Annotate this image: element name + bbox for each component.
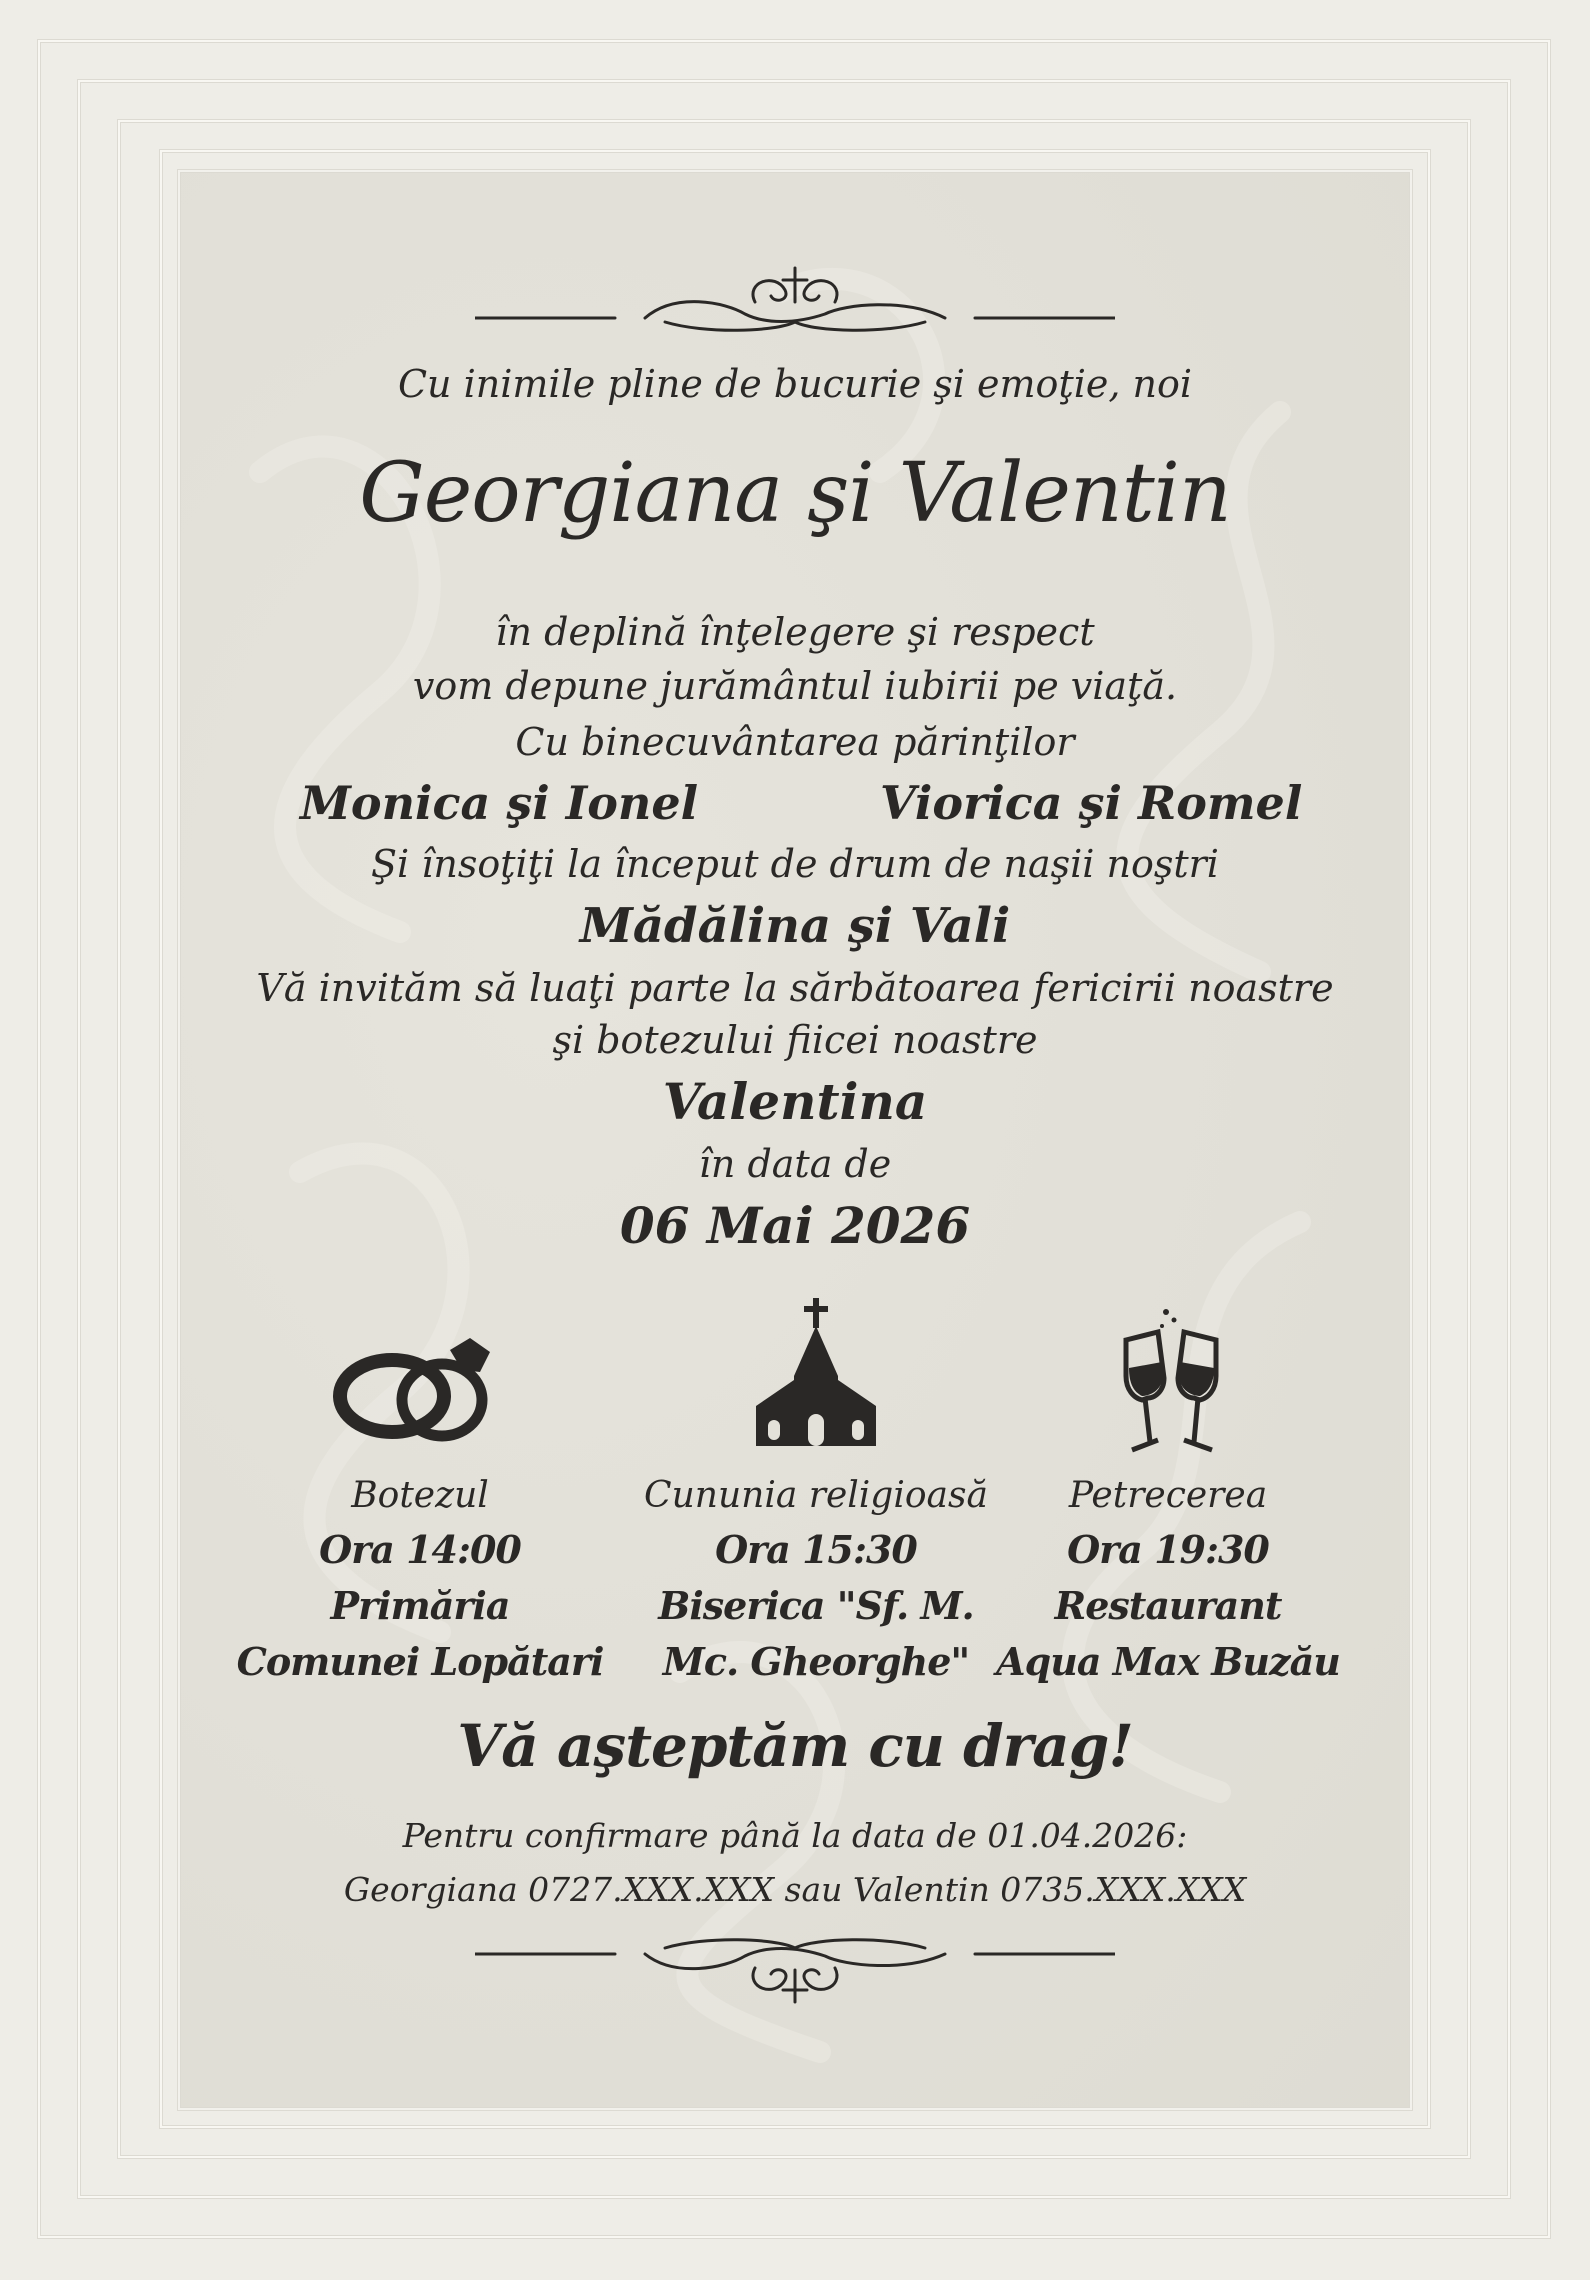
bottom-flourish-ornament [475, 1926, 1115, 2006]
date-label: în data de [698, 1142, 892, 1186]
event-time: Ora 15:30 [715, 1527, 917, 1572]
godparents-intro: Şi însoţiţi la început de drum de naşii noştri [371, 842, 1219, 886]
vow-line-2: vom depune jurământul iubirii pe viaţă. [412, 664, 1178, 708]
event-date: 06 Mai 2026 [619, 1196, 971, 1255]
event-time: Ora 14:00 [319, 1527, 521, 1572]
groom-parents: Viorica şi Romel [880, 776, 1303, 830]
bride-parents: Monica şi Ionel [300, 776, 699, 830]
godparents-names: Mădălina şi Vali [579, 898, 1011, 954]
event-place-line-2: Comunei Lopătari [236, 1639, 604, 1684]
event-column-religious-wedding [616, 1470, 1016, 1690]
champagne-glasses-icon [1112, 1306, 1232, 1458]
event-place-line-1: Primăria [330, 1583, 510, 1628]
vow-line-1: în deplină înţelegere şi respect [495, 610, 1095, 654]
event-place-line-2: Aqua Max Buzău [996, 1639, 1340, 1684]
event-place-line-1: Restaurant [1054, 1583, 1282, 1628]
event-place-line-1: Biserica "Sf. M. [658, 1583, 974, 1628]
couple-names: Georgiana şi Valentin [359, 446, 1231, 541]
closing-text: Vă aşteptăm cu drag! [457, 1712, 1133, 1780]
invite-line-2: şi botezului fiicei noastre [552, 1018, 1038, 1062]
invite-line-1: Vă invităm să luaţi parte la sărbătoarea fericirii noastre [256, 966, 1334, 1010]
event-column-baptism [220, 1470, 620, 1690]
rsvp-contacts: Georgiana 0727.XXX.XXX sau Valentin 0735.XXX.XXX [343, 1870, 1247, 1909]
event-title: Cununia religioasă [644, 1475, 988, 1516]
event-place-line-2: Mc. Gheorghe" [662, 1639, 970, 1684]
rsvp-deadline: Pentru confirmare până la data de 01.04.2026: [402, 1816, 1188, 1855]
top-flourish-ornament [475, 262, 1115, 342]
church-icon [752, 1296, 882, 1452]
wedding-rings-icon [330, 1330, 510, 1450]
event-title: Petrecerea [1068, 1475, 1268, 1516]
daughter-name: Valentina [662, 1072, 928, 1131]
event-title: Botezul [351, 1475, 489, 1516]
intro-text: Cu inimile pline de bucurie şi emoţie, noi [397, 362, 1193, 406]
blessing-line: Cu binecuvântarea părinţilor [515, 720, 1075, 764]
event-column-party [968, 1470, 1368, 1690]
event-time: Ora 19:30 [1067, 1527, 1269, 1572]
